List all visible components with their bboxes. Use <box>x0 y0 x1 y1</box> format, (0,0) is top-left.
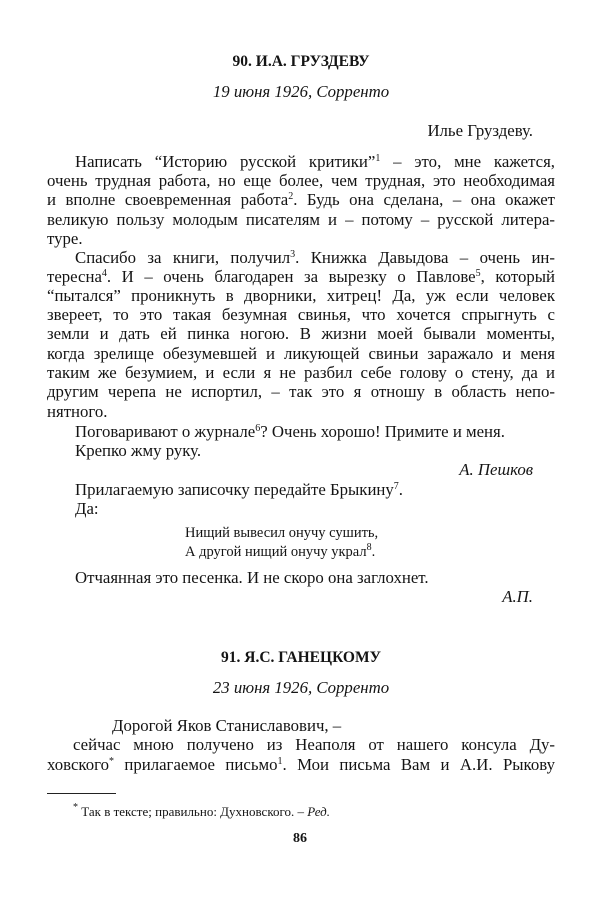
text: . Мои письма Вам и А.И. Рыкову <box>282 755 555 774</box>
footnote-ref: 7 <box>393 481 399 492</box>
text-line <box>47 267 555 287</box>
footnote-ref: 6 <box>255 423 261 434</box>
text-line: великую пользу молодым писателям и – потому – русской литера- <box>47 210 555 229</box>
text: Поговаривают о журнале <box>75 422 256 441</box>
text: ? Очень хорошо! Примите и меня. <box>260 422 505 441</box>
text: Прилагаемую записочку передайте Брыкину <box>75 480 394 499</box>
text-line: сейчас мною получено из Неаполя от нашего консула Ду- <box>73 735 555 754</box>
footnote-ref: * <box>108 756 114 767</box>
salutation: Дорогой Яков Станиславович, – <box>112 716 342 735</box>
text-line: нятного. <box>47 402 108 421</box>
text-line: таким же безумием, и если я не разбил себе голову о стену, да и <box>47 363 555 382</box>
footnote-text: Так в тексте; правильно: Духновского. – <box>78 804 308 819</box>
text: . И – очень благодарен за вырезку о Павлове <box>106 267 476 286</box>
footnote-ref: 5 <box>475 268 481 279</box>
text-line: туре. <box>47 229 83 248</box>
text: тересна <box>47 267 102 286</box>
text: и вполне своевременная работа <box>47 190 289 209</box>
footnote-ref: 4 <box>101 268 107 279</box>
text-line: “пытался” проникнуть в дворники, хитрец! Да, уж если человек <box>47 286 555 305</box>
text: Написать “Историю русской критики” <box>75 152 376 171</box>
letter-date: 23 июня 1926, Сорренто <box>212 678 390 697</box>
poem-line: Нищий вывесил онучу сушить, <box>185 525 379 541</box>
text: прилагаемое письмо <box>113 755 278 774</box>
text-line <box>47 755 555 775</box>
text: , который <box>480 267 555 286</box>
page-number: 86 <box>293 831 307 846</box>
text: . <box>398 480 403 499</box>
footnote-ref: 8 <box>366 542 372 553</box>
text-line: Да: <box>75 499 99 518</box>
text-line: звереет, то это такая безумная свинья, что хочется спрыгнуть с <box>47 305 555 324</box>
text: Спасибо за книги, получил <box>75 248 291 267</box>
footnote-ref: 2 <box>288 191 294 202</box>
text: . Книжка Давыдова – очень ин- <box>295 248 556 267</box>
text-line: Крепко жму руку. <box>75 441 202 460</box>
text-line <box>75 248 555 268</box>
text: – это, мне кажется, <box>380 152 555 171</box>
letter-date: 19 июня 1926, Сорренто <box>212 82 390 101</box>
footnote-ref: 3 <box>290 249 296 260</box>
footnote-editor-note: Ред. <box>307 804 330 819</box>
text-line <box>75 480 555 500</box>
footnote-ref: 1 <box>277 756 283 767</box>
footnote-ref: 1 <box>375 153 381 164</box>
text-line: когда зрелище обезумевшей и ликующей свиньи заражало и меня <box>47 344 555 363</box>
text-line: очень трудная работа, но еще более, чем трудная, это необходимая <box>47 171 555 190</box>
text-line <box>75 422 555 442</box>
letter-heading: 91. Я.С. ГАНЕЦКОМУ <box>221 649 381 666</box>
text: ховского <box>47 755 109 774</box>
text: А другой нищий онучу украл <box>185 544 367 560</box>
footnote-mark: * <box>73 802 78 813</box>
text: . <box>371 544 376 560</box>
text-line <box>47 190 555 210</box>
letter-heading: 90. И.А. ГРУЗДЕВУ <box>232 53 370 70</box>
addressee: Илье Груздеву. <box>427 121 533 140</box>
footnote-divider <box>47 793 116 794</box>
signature: А. Пешков <box>459 460 533 479</box>
text-line <box>75 152 555 172</box>
text-line: земли и дать ей пинка ногою. В жизни моей бывали моменты, <box>47 324 555 343</box>
text-line: другим черепа не испортил, – так это я отношу в область непо- <box>47 382 555 401</box>
text-line: Отчаянная это песенка. И не скоро она заглохнет. <box>75 568 429 587</box>
poem-line <box>185 542 485 562</box>
text: . Будь она сделана, – она окажет <box>293 190 555 209</box>
initials: А.П. <box>502 587 533 606</box>
footnote <box>73 803 330 821</box>
